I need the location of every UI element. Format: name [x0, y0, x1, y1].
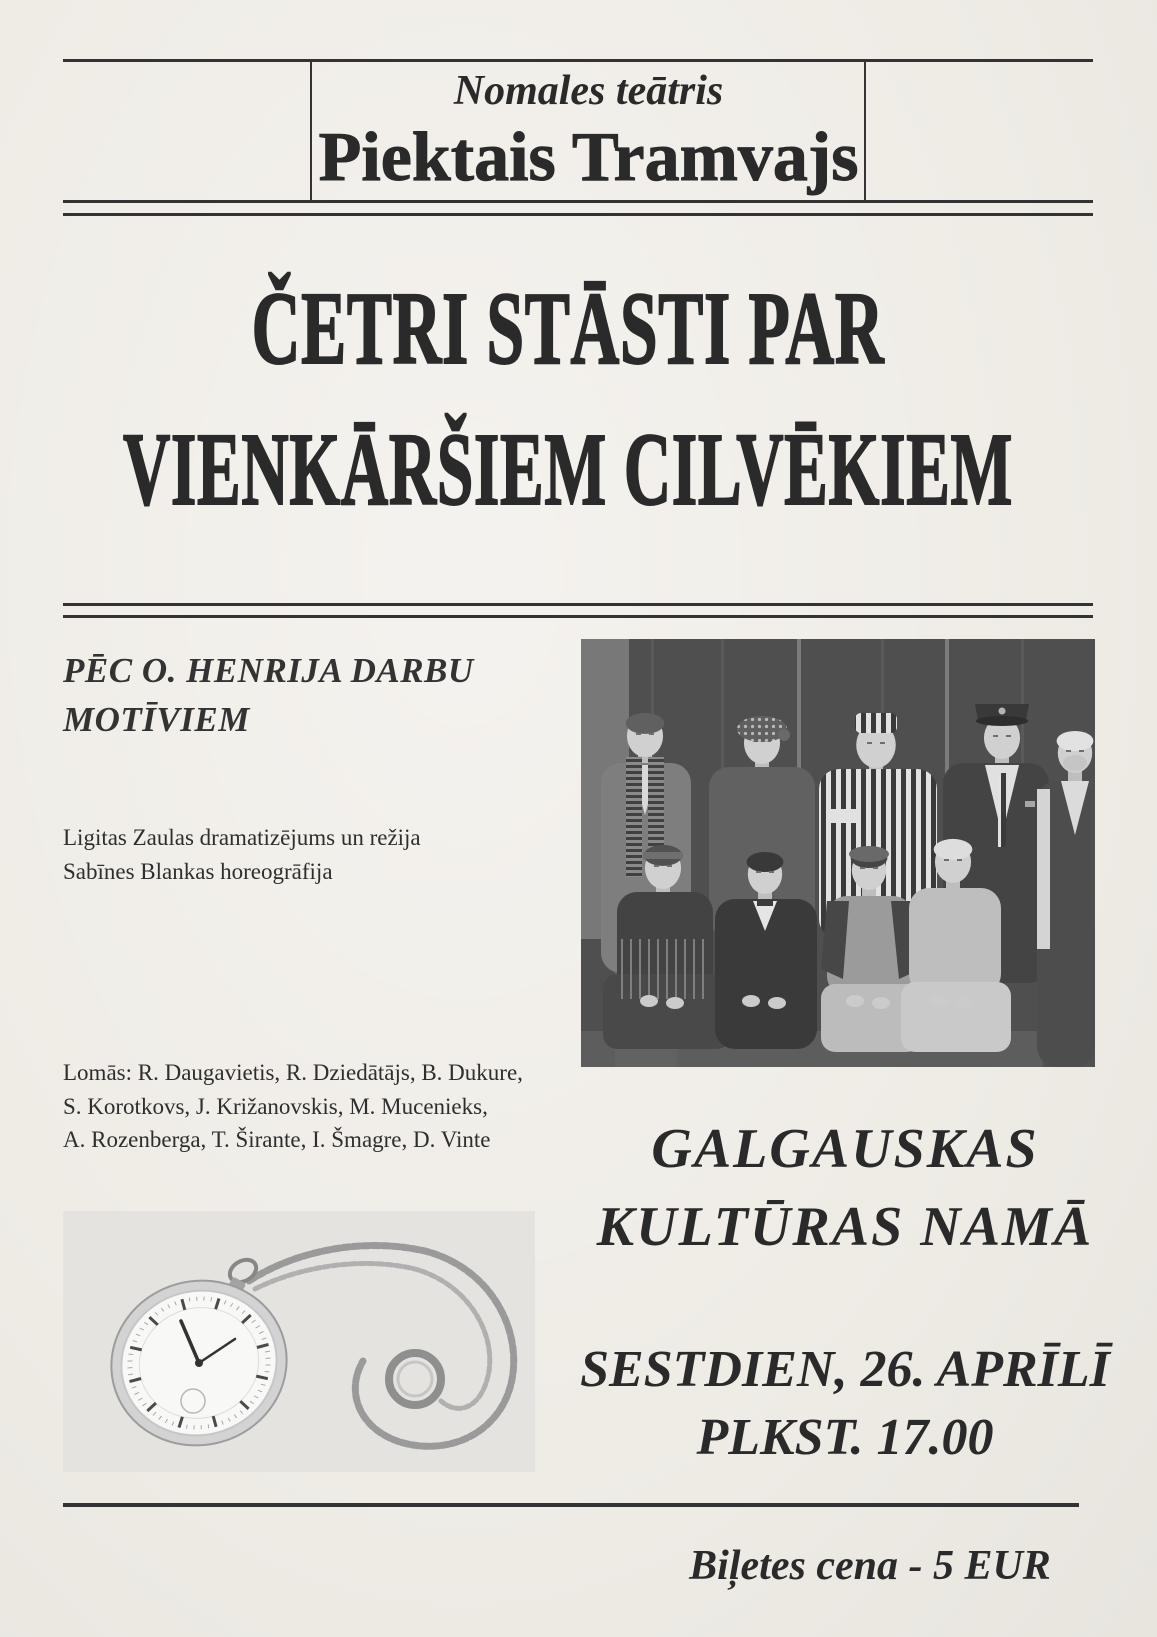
- cast-photo-image: [581, 639, 1095, 1067]
- header-double-rule-bottom: [63, 213, 1093, 216]
- date-line: SESTDIEN, 26. APRĪLĪ: [580, 1341, 1110, 1398]
- title-double-rule-top: [63, 603, 1093, 606]
- watch-center-pin: [195, 1359, 203, 1367]
- watch-minute-marker: [127, 1368, 132, 1369]
- cast-line-1: Lomās: R. Daugavietis, R. Dziedātājs, B. Dukure,: [63, 1060, 523, 1085]
- time-line: PLKST. 17.00: [696, 1409, 994, 1466]
- troupe-name: Piektais Tramvajs: [318, 119, 859, 196]
- cast-figures: [581, 639, 1095, 1067]
- watch-minute-marker: [194, 1425, 195, 1429]
- credit-director: Ligitas Zaulas dramatizējums un režija: [63, 825, 421, 850]
- watch-minute-marker: [266, 1358, 271, 1359]
- title-double-rule-bottom: [63, 615, 1093, 618]
- header-double-rule-top: [63, 200, 1093, 203]
- watch-minute-marker: [208, 1424, 209, 1428]
- subtitle-line-2: MOTĪVIEM: [63, 700, 250, 739]
- watch-minute-marker: [189, 1298, 190, 1302]
- venue-line-1: GALGAUSKAS: [651, 1118, 1039, 1180]
- ticket-price: Biļetes cena - 5 EUR: [689, 1543, 1051, 1589]
- credit-choreography: Sabīnes Blankas horeogrāfija: [63, 859, 333, 884]
- photo-wash: [581, 639, 1095, 1067]
- play-title-line-1: ČETRI STĀSTI PAR: [251, 271, 885, 386]
- pocket-watch-image: [63, 1211, 535, 1472]
- pocket-watch-photo: [63, 1211, 535, 1472]
- footer-rule: [63, 1503, 1079, 1507]
- cast-line-2: S. Korotkovs, J. Križanovskis, M. Mucenieks,: [63, 1094, 488, 1119]
- header-top-rule: [63, 59, 1093, 62]
- cast-photo: [581, 639, 1095, 1067]
- theatre-company: Nomales teātris: [453, 68, 724, 114]
- cast-line-3: A. Rozenberga, T. Širante, I. Šmagre, D. Vinte: [63, 1127, 491, 1152]
- venue-line-2: KULTŪRAS NAMĀ: [596, 1196, 1094, 1258]
- subtitle-line-1: PĒC O. HENRIJA DARBU: [63, 651, 474, 690]
- play-title-line-2: VIENKĀRŠIEM CILVĒKIEM: [122, 412, 1014, 527]
- watch-minute-marker: [204, 1297, 205, 1301]
